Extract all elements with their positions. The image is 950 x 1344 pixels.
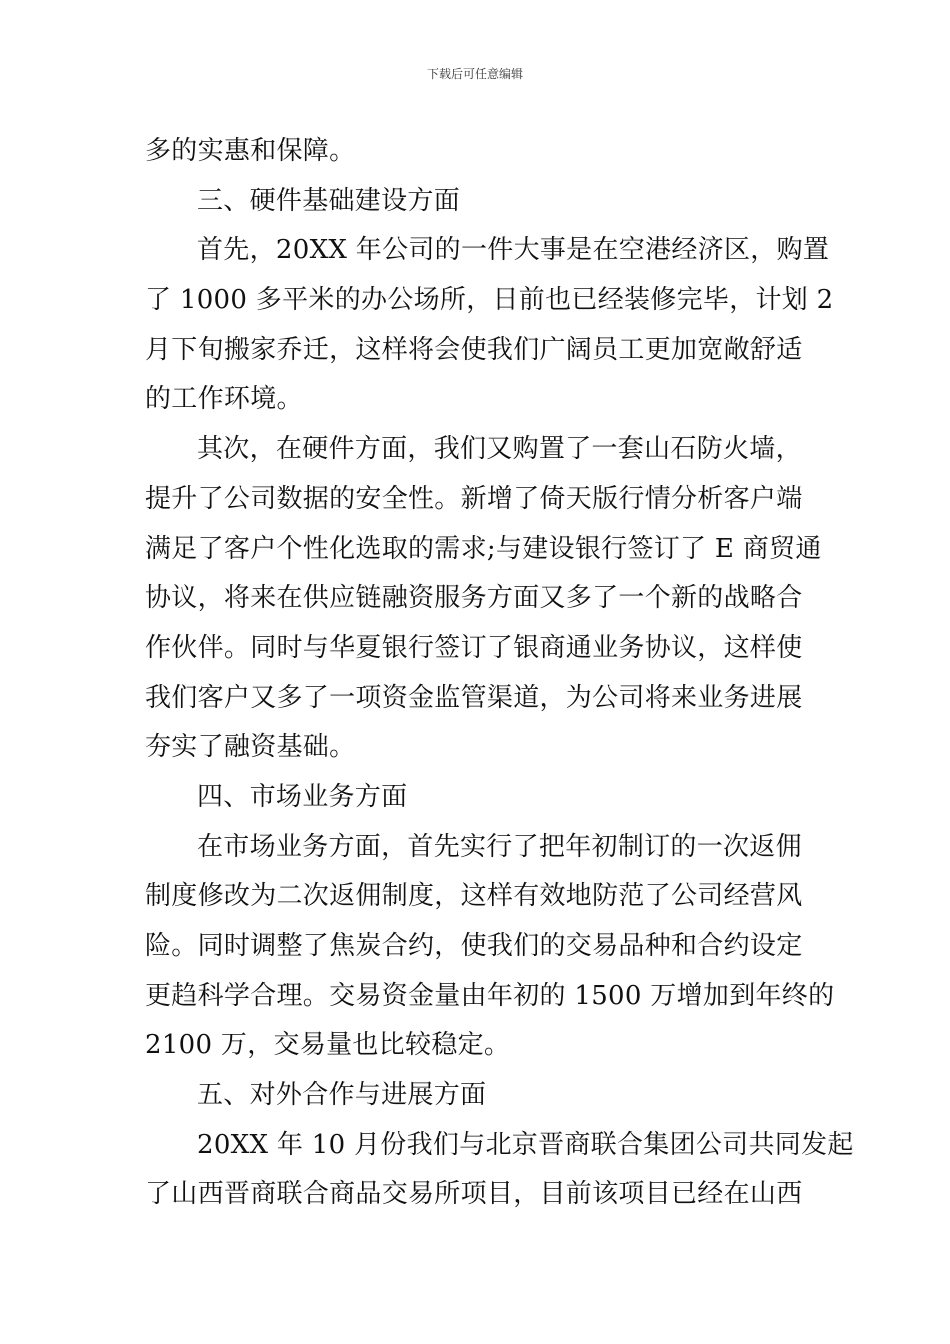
page-header: 下载后可任意编辑 [426,67,523,81]
section-heading: 四、市场业务方面 [197,781,408,812]
paragraph-line: 满足了客户个性化选取的需求;与建设银行签订了 E 商贸通 [145,533,822,564]
paragraph-line: 月下旬搬家乔迁，这样将会使我们广阔员工更加宽敞舒适 [145,334,803,365]
paragraph-line: 协议，将来在供应链融资服务方面又多了一个新的战略合 [145,583,803,614]
paragraph-line: 首先，20XX 年公司的一件大事是在空港经济区，购置 [197,235,830,266]
paragraph-line: 险。同时调整了焦炭合约，使我们的交易品种和合约设定 [145,931,803,961]
paragraph-line: 了山西晋商联合商品交易所项目，目前该项目已经在山西 [145,1179,803,1210]
paragraph-line: 多的实惠和保障。 [145,136,356,166]
paragraph-line: 制度修改为二次返佣制度，这样有效地防范了公司经营风 [145,881,803,912]
paragraph-line: 在市场业务方面，首先实行了把年初制订的一次返佣 [197,831,802,862]
paragraph-line: 作伙伴。同时与华夏银行签订了银商通业务协议，这样使 [145,632,803,663]
section-heading: 三、硬件基础建设方面 [197,185,461,216]
paragraph-line: 2100 万，交易量也比较稳定。 [145,1030,511,1061]
paragraph-line: 提升了公司数据的安全性。新增了倚天版行情分析客户端 [145,483,803,514]
document-body [145,127,854,1220]
paragraph-line: 我们客户又多了一项资金监管渠道，为公司将来业务进展 [145,682,803,713]
paragraph-line: 更趋科学合理。交易资金量由年初的 1500 万增加到年终的 [145,980,835,1011]
paragraph-line: 其次，在硬件方面，我们又购置了一套山石防火墙， [197,434,802,465]
paragraph-line: 夯实了融资基础。 [145,732,356,763]
paragraph-line: 的工作环境。 [145,384,303,415]
paragraph-line: 20XX 年 10 月份我们与北京晋商联合集团公司共同发起 [197,1129,854,1160]
paragraph-line: 了 1000 多平米的办公场所，日前也已经装修完毕，计划 2 [145,285,834,316]
section-heading: 五、对外合作与进展方面 [197,1080,487,1111]
